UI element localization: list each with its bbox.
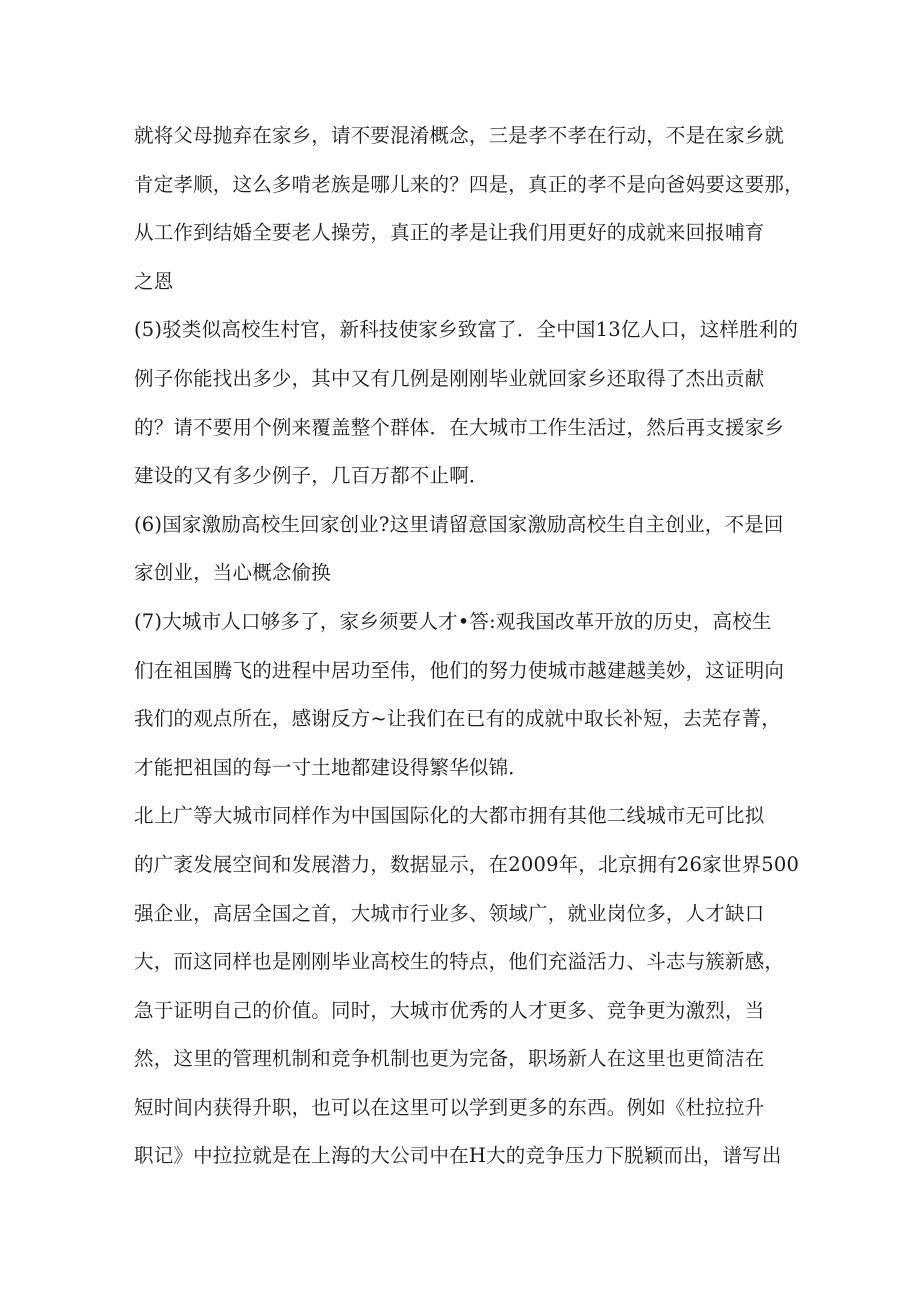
text-line: 从工作到结婚全要老人操劳，真正的孝是让我们用更好的成就来回报哺育: [134, 221, 765, 245]
text-line: 就将父母抛弃在家乡，请不要混淆概念，三是孝不孝在行动，不是在家乡就: [134, 124, 785, 147]
text-line: 短时间内获得升职，也可以在这里可以学到更多的东西。例如《杜拉拉升: [134, 1095, 765, 1119]
text-line: 急于证明自己的价值。同时，大城市优秀的人才更多、竞争更为激烈，当: [134, 998, 765, 1022]
text-line: 家创业，当心概念偷换: [134, 561, 332, 585]
text-line: 强企业，高居全国之首，大城市行业多、领域广，就业岗位多，人才缺口: [134, 901, 765, 925]
text-line: 们在祖国腾飞的进程中居功至伟，他们的努力使城市越建越美妙，这证明向: [134, 658, 785, 682]
text-line: (7)大城市人口够多了，家乡须要人才•答:观我国改革开放的历史，高校生: [134, 609, 772, 633]
text-line: 职记》中拉拉就是在上海的大公司中在H大的竞争压力下脱颖而出，谱写出: [134, 1144, 782, 1168]
text-line: (5)驳类似高校生村官，新科技使家乡致富了．全中国13亿人口，这样胜利的: [134, 318, 799, 342]
text-line: 大，而这同样也是刚刚毕业高校生的特点，他们充溢活力、斗志与簇新感，: [134, 950, 785, 974]
body-text: [134, 112, 804, 1181]
text-line: 才能把祖国的每一寸土地都建设得繁华似锦．: [134, 755, 529, 779]
text-line: 肯定孝顺，这么多啃老族是哪儿来的？四是，真正的孝不是向爸妈要这要那，: [134, 172, 804, 196]
text-line: 例子你能找出多少，其中又有几例是刚刚毕业就回家乡还取得了杰出贡献: [134, 366, 765, 390]
text-line: 的广袤发展空间和发展潜力，数据显示，在2009年，北京拥有26家世界500: [134, 852, 800, 876]
text-line: 北上广等大城市同样作为中国国际化的大都市拥有其他二线城市无可比拟: [134, 804, 765, 828]
text-line: 之恩: [134, 269, 174, 293]
text-line: 我们的观点所在，感谢反方~让我们在已有的成就中取长补短，去芜存菁，: [134, 707, 781, 731]
text-line: 的？请不要用个例来覆盖整个群体．在大城市工作生活过，然后再支援家乡: [134, 415, 785, 439]
text-line: (6)国家激励高校生回家创业?这里请留意国家激励高校生自主创业，不是回: [134, 512, 784, 536]
text-line: 建设的又有多少例子，几百万都不止啊．: [134, 464, 489, 488]
text-line: 然，这里的管理机制和竞争机制也更为完备，职场新人在这里也更简洁在: [134, 1047, 765, 1071]
